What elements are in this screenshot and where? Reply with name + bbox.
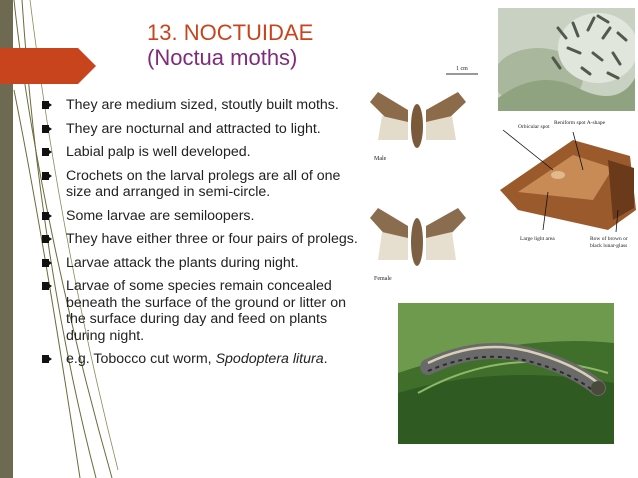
bullet-arrow-icon [42, 282, 51, 290]
bullet-text: They are nocturnal and attracted to light. [66, 120, 321, 137]
subtitle-text: (Noctua moths) [147, 45, 298, 70]
bullet-item [42, 255, 364, 272]
orbicular-spot-label: Orbicular spot [518, 124, 550, 130]
wing-closeup-illustration [500, 140, 636, 230]
bullet-text: They have either three or four pairs of prolegs. [66, 231, 358, 247]
bullet-text: Larvae of some species remain concealed beneath the surface of the ground or litter on the surface during day and feed on plants during night. [66, 278, 346, 344]
example-prefix: e.g. Tobocco cut worm, [66, 351, 216, 367]
bullet-arrow-icon [42, 212, 51, 220]
row-label-line2: black lunar-glass [590, 243, 628, 249]
caterpillar-photo [398, 303, 614, 444]
bullet-arrow-icon [42, 355, 51, 363]
female-moth-illustration [370, 208, 466, 266]
bullet-item [42, 231, 364, 248]
bullet-text: Some larvae are semiloopers. [66, 207, 255, 224]
male-label: Male [374, 156, 387, 162]
bullet-item [42, 97, 364, 114]
bullet-arrow-icon [42, 235, 51, 243]
bullet-item [42, 144, 364, 161]
bullet-text: Labial palp is well developed. [66, 144, 251, 160]
bullet-list [42, 97, 364, 375]
bullet-item [42, 278, 364, 344]
title-arrow-shape [0, 48, 96, 84]
bullet-item [42, 208, 364, 225]
bullet-arrow-icon [42, 101, 51, 109]
row-label-line1: Row of brown or [590, 236, 628, 242]
bullet-item-example [42, 351, 364, 368]
bullet-text: Larvae attack the plants during night. [66, 254, 299, 271]
example-suffix: . [323, 351, 328, 367]
species-name: Spodoptera litura [215, 351, 324, 367]
bullet-text: Crochets on the larval prolegs are all of one size and arranged in semi-circle. [66, 167, 341, 200]
large-light-area-label: Large light area [520, 236, 555, 242]
bullet-item [42, 121, 364, 138]
title-text: 13. NOCTUIDAE [147, 20, 314, 45]
moth-diagram [368, 60, 638, 290]
reniform-spot-label: Reniform spot A-shape [554, 120, 606, 126]
bullet-arrow-icon [42, 125, 51, 133]
bullet-arrow-icon [42, 148, 51, 156]
bullet-item [42, 168, 364, 201]
male-moth-illustration [370, 92, 466, 148]
bullet-text: They are medium sized, stoutly built moths. [66, 97, 339, 113]
scale-label: 1 cm [456, 66, 468, 72]
female-label: Female [374, 276, 392, 282]
bullet-arrow-icon [42, 172, 51, 180]
bullet-arrow-icon [42, 259, 51, 267]
